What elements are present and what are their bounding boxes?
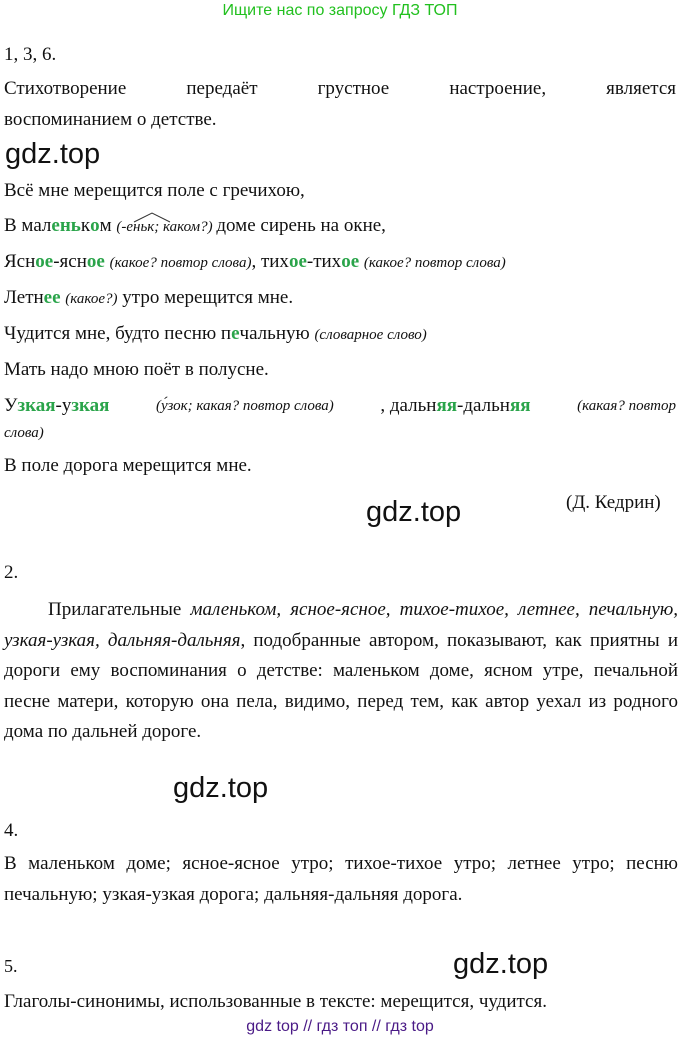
text-part: доме сирень на окне,: [216, 215, 386, 236]
intro-line-1: [4, 78, 676, 100]
highlight-suffix: ень: [51, 215, 81, 236]
text-part: -тих: [306, 251, 342, 272]
note-text: (у́зок; какая? повтор слова): [156, 398, 334, 414]
text-part: Ясн: [4, 251, 36, 272]
text-part: У: [4, 395, 18, 416]
suffix-mark-icon: [132, 211, 172, 223]
intro-word: является: [606, 78, 676, 99]
highlight-ending: ее: [43, 287, 61, 308]
text-part: утро мерещится мне.: [117, 287, 294, 308]
poem-line-7-continued: слова): [4, 425, 44, 441]
intro-word: передаёт: [186, 78, 258, 99]
note-text: (словарное слово): [314, 327, 427, 343]
section-2-paragraph: [4, 595, 678, 748]
highlight-root: зк: [71, 395, 90, 416]
italic-adjectives: маленьком, ясное-ясное, тихое-тихое, летнее, печальную, узкая-узкая, дальняя-дальняя: [4, 599, 678, 651]
note-text: (какая? повтор: [577, 398, 676, 414]
poem-line-6: Мать надо мною поёт в полусне.: [4, 359, 269, 380]
poem-line-7-part-b: [380, 395, 530, 417]
note-text: (какое?): [65, 291, 118, 307]
section-number-5: 5.: [4, 956, 18, 976]
text-part: , дальн: [380, 395, 437, 416]
text-part: , тих: [251, 251, 289, 272]
highlight-vowel: е: [231, 323, 240, 344]
poem-line-1: Всё мне мерещится поле с гречихою,: [4, 180, 305, 201]
top-banner[interactable]: Ищите нас по запросу ГДЗ ТОП: [222, 2, 458, 19]
section-number-1-3-6: 1, 3, 6.: [4, 44, 57, 65]
watermark: gdz.top: [453, 948, 549, 980]
watermark: gdz.top: [366, 496, 462, 528]
poem-line-5: [4, 323, 427, 346]
text-part: -у: [55, 395, 72, 416]
poem-line-2: [4, 215, 386, 238]
section-number-2: 2.: [4, 562, 19, 583]
text-part: -ясн: [53, 251, 87, 272]
text-part: Прилагательные: [48, 599, 191, 620]
section-4-paragraph: В маленьком доме; ясное-ясное утро; тихое-тихое утро; летнее утро; песню печальную; узкая-узкая дорога; дальняя-дальняя дорога.: [4, 853, 678, 905]
note-text: (-еньк; каком?): [116, 219, 213, 235]
watermark: gdz.top: [173, 772, 269, 804]
intro-word: Стихотворение: [4, 78, 127, 99]
grammar-note: [116, 219, 216, 235]
poem-author: (Д. Кедрин): [566, 492, 661, 513]
intro-line-2: воспоминанием о детстве.: [4, 109, 217, 130]
text-part: Чудится мне, будто песню п: [4, 323, 232, 344]
poem-line-3: [4, 251, 506, 274]
intro-word: настроение,: [449, 78, 547, 99]
poem-line-7: [4, 395, 676, 417]
text-part: чальную: [239, 323, 315, 344]
highlight-ending: ая: [89, 395, 110, 416]
poem-line-7-part-a: [4, 395, 109, 417]
text-part: Летн: [4, 287, 44, 308]
poem-line-8: В поле дорога мерещится мне.: [4, 455, 252, 476]
highlight-ending: ое: [341, 251, 360, 272]
highlight-root: зк: [17, 395, 36, 416]
section-number-4: 4.: [4, 820, 19, 841]
section-5-text: Глаголы-синонимы, использованные в тексте: мерещится, чудится.: [4, 991, 547, 1012]
highlight-ending: ое: [288, 251, 307, 272]
note-text: (какое? повтор слова): [363, 255, 506, 271]
text-part: -дальн: [457, 395, 510, 416]
highlight-ending: яя: [436, 395, 458, 416]
highlight-ending: о: [90, 215, 100, 236]
highlight-ending: ое: [86, 251, 105, 272]
text-part: м: [99, 215, 112, 236]
highlight-ending: ое: [35, 251, 54, 272]
poem-line-4: [4, 287, 293, 310]
text-part: к: [80, 215, 91, 236]
footer-links[interactable]: gdz top // гдз топ // гдз top: [246, 1018, 434, 1035]
note-text: (какое? повтор слова): [109, 255, 252, 271]
intro-word: грустное: [317, 78, 390, 99]
watermark: gdz.top: [5, 138, 101, 170]
text-part: , подобранные автором, показывают, как приятны и дороги ему воспоминания о детстве: маленьком доме, ясном утре, печальной песне матери, которую она пела, видимо, перед тем, как автор уехал из родного дома по дальней дороге.: [4, 629, 678, 742]
highlight-ending: ая: [35, 395, 56, 416]
text-part: В мал: [4, 215, 52, 236]
highlight-ending: яя: [509, 395, 531, 416]
